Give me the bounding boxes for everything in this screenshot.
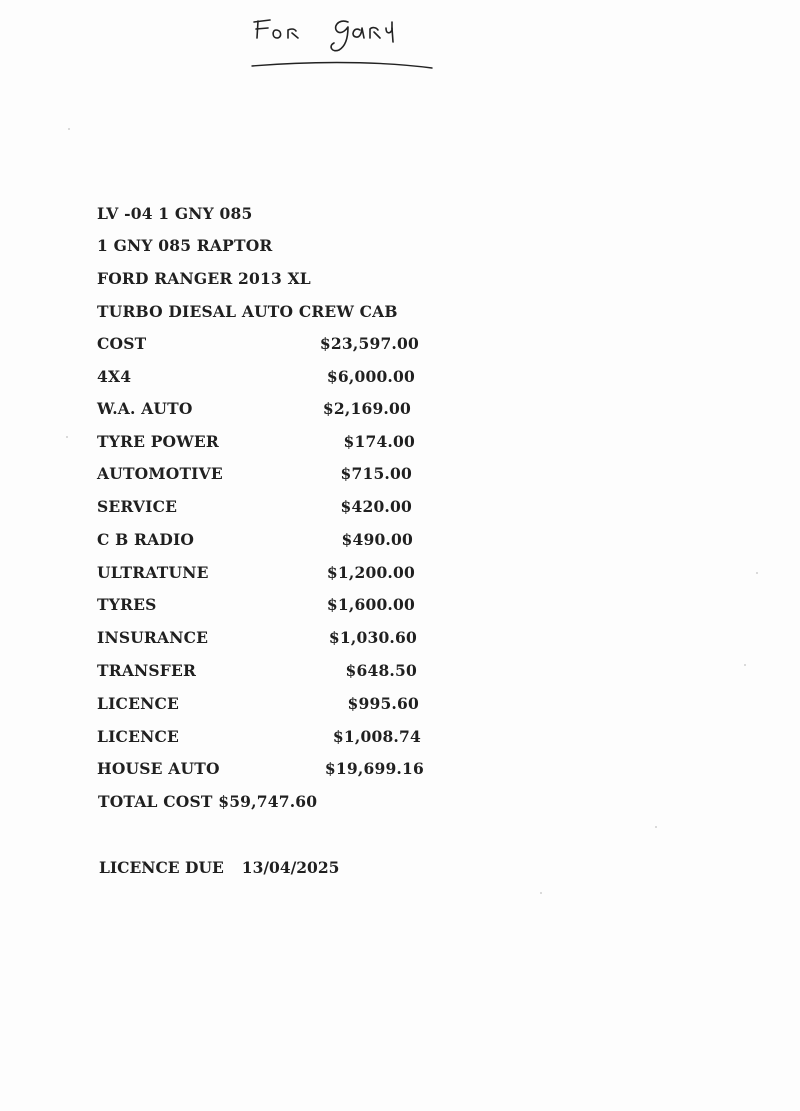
cost-item-amount: $19,699.16 xyxy=(324,759,424,778)
cost-item-amount: $995.60 xyxy=(347,694,419,713)
vehicle-make-line: FORD RANGER 2013 XL xyxy=(97,269,311,288)
cost-item-row xyxy=(97,399,411,421)
cost-item-row xyxy=(97,595,415,617)
cost-item-row xyxy=(97,727,421,749)
cost-item-row xyxy=(97,530,413,552)
cost-item-amount: $648.50 xyxy=(345,661,417,680)
cost-item-amount: $6,000.00 xyxy=(326,367,415,386)
cost-item-row xyxy=(97,759,424,781)
cost-item-row xyxy=(97,432,415,454)
cost-item-row xyxy=(97,563,415,585)
cost-item-row xyxy=(97,661,417,683)
scan-speck xyxy=(66,436,68,438)
cost-item-label: W.A. AUTO xyxy=(97,399,193,418)
vehicle-registration-line: LV -04 1 GNY 085 xyxy=(97,204,253,223)
cost-item-row xyxy=(97,694,419,716)
cost-item-amount: $1,600.00 xyxy=(326,595,415,614)
scan-speck xyxy=(68,128,70,130)
cost-item-label: C B RADIO xyxy=(97,530,195,549)
cost-item-row xyxy=(97,628,417,650)
cost-item-label: LICENCE xyxy=(97,694,180,713)
cost-item-label: TYRE POWER xyxy=(97,432,219,451)
cost-item-row xyxy=(97,334,419,356)
cost-item-amount: $23,597.00 xyxy=(319,334,419,353)
total-cost-line: TOTAL COST $59,747.60 xyxy=(98,792,318,811)
licence-due-label: LICENCE DUE xyxy=(99,858,224,877)
handwritten-signature-graphic xyxy=(240,8,450,78)
cost-item-label: AUTOMOTIVE xyxy=(97,464,223,483)
cost-item-label: TYRES xyxy=(97,595,157,614)
cost-item-label: HOUSE AUTO xyxy=(97,759,220,778)
cost-item-amount: $715.00 xyxy=(340,464,412,483)
vehicle-spec-line: TURBO DIESAL AUTO CREW CAB xyxy=(97,302,398,321)
cost-item-label: LICENCE xyxy=(97,727,180,746)
cost-item-label: COST xyxy=(97,334,147,353)
cost-item-amount: $1,200.00 xyxy=(326,563,415,582)
scan-speck xyxy=(655,826,657,828)
cost-item-row xyxy=(97,367,415,389)
cost-item-label: 4X4 xyxy=(97,367,132,386)
cost-item-amount: $1,030.60 xyxy=(328,628,417,647)
cost-item-row xyxy=(97,464,412,486)
scan-speck xyxy=(756,572,758,574)
licence-due-line xyxy=(99,858,339,877)
cost-item-amount: $1,008.74 xyxy=(332,727,421,746)
scan-speck xyxy=(744,664,746,666)
handwritten-note xyxy=(240,8,450,78)
licence-due-date: 13/04/2025 xyxy=(241,858,340,877)
cost-item-label: INSURANCE xyxy=(97,628,209,647)
cost-item-row xyxy=(97,497,412,519)
vehicle-plate-model-line: 1 GNY 085 RAPTOR xyxy=(97,236,273,255)
cost-item-amount: $2,169.00 xyxy=(322,399,411,418)
scan-speck xyxy=(540,892,542,894)
cost-item-amount: $490.00 xyxy=(341,530,413,549)
cost-item-label: ULTRATUNE xyxy=(97,563,209,582)
cost-item-label: TRANSFER xyxy=(97,661,197,680)
cost-item-amount: $420.00 xyxy=(340,497,412,516)
cost-item-label: SERVICE xyxy=(97,497,178,516)
cost-item-amount: $174.00 xyxy=(343,432,415,451)
